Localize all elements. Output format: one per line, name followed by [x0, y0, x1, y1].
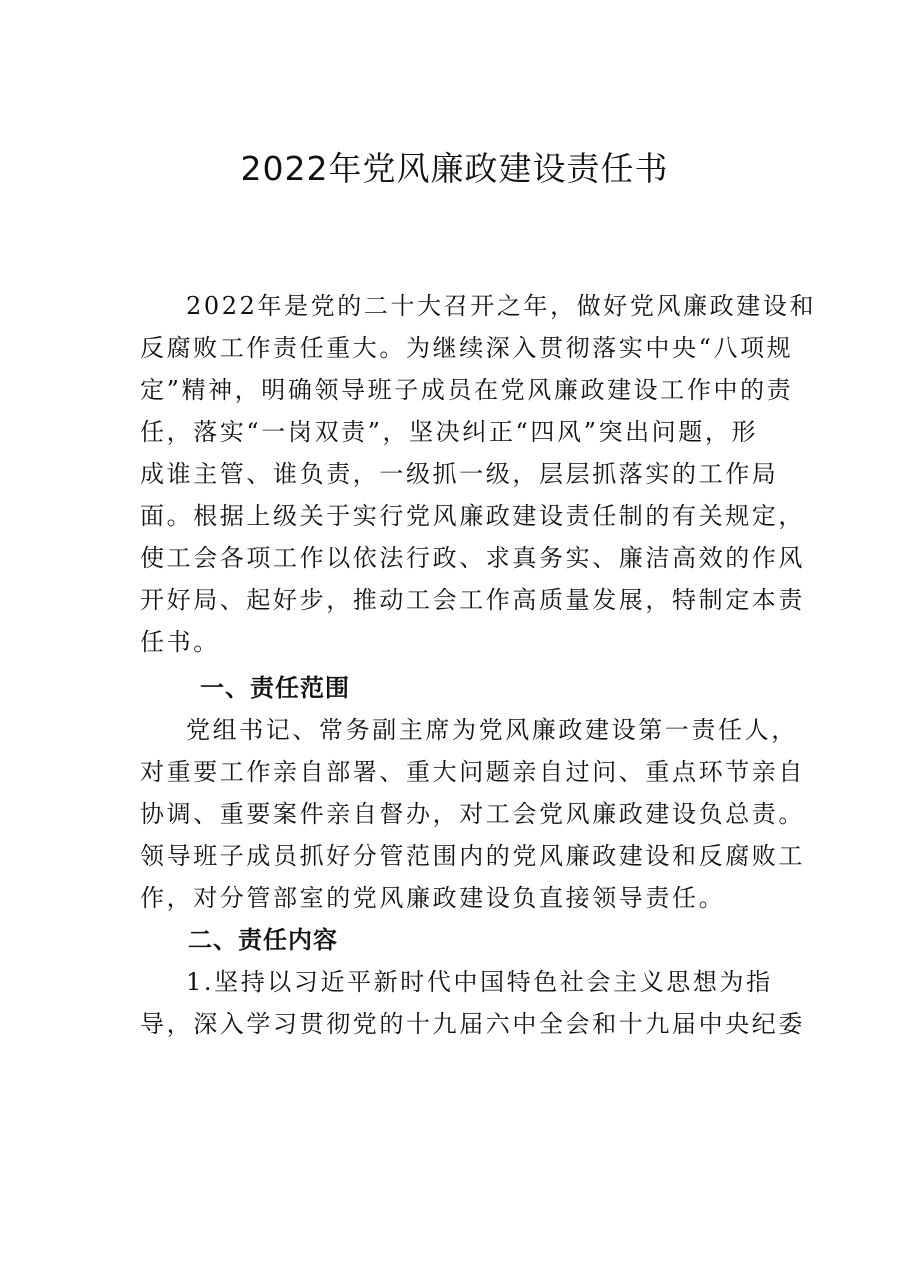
- intro-line: 反腐败工作责任重大。为继续深入贯彻落实中央“八项规: [140, 334, 794, 362]
- intro-line: 任书。: [140, 628, 220, 656]
- intro-line: 面。根据上级关于实行党风廉政建设责任制的有关规定，: [140, 502, 805, 530]
- intro-line: 定”精神，明确领导班子成员在党风廉政建设工作中的责: [140, 376, 794, 404]
- section2-line: 1.坚持以习近平新时代中国特色社会主义思想为指: [186, 968, 773, 996]
- intro-line: 2022年是党的二十大召开之年，做好党风廉政建设和: [186, 292, 817, 320]
- section-heading-content: 二、责任内容: [188, 926, 338, 954]
- section2-line: 导，深入学习贯彻党的十九届六中全会和十九届中央纪委: [140, 1010, 805, 1038]
- intro-line: 成谁主管、谁负责，一级抓一级，层层抓落实的工作局: [140, 460, 779, 488]
- section1-line: 领导班子成员抓好分管范围内的党风廉政建设和反腐败工: [140, 842, 805, 870]
- document-title: 2022年党风廉政建设责任书: [240, 149, 669, 188]
- section1-line: 协调、重要案件亲自督办，对工会党风廉政建设负总责。: [140, 800, 805, 828]
- section1-line: 党组书记、常务副主席为党风廉政建设第一责任人，: [186, 716, 798, 744]
- intro-line: 使工会各项工作以依法行政、求真务实、廉洁高效的作风: [140, 544, 805, 572]
- intro-line: 任，落实“一岗双责”，坚决纠正“四风”突出问题，形: [140, 418, 759, 446]
- intro-line: 开好局、起好步，推动工会工作高质量发展，特制定本责: [140, 586, 805, 614]
- section-heading-scope: 一、责任范围: [200, 674, 350, 702]
- section1-line: 作，对分管部室的党风廉政建设负直接领导责任。: [140, 884, 726, 912]
- section1-line: 对重要工作亲自部署、重大问题亲自过问、重点环节亲自: [140, 758, 805, 786]
- document-body: [140, 285, 817, 1045]
